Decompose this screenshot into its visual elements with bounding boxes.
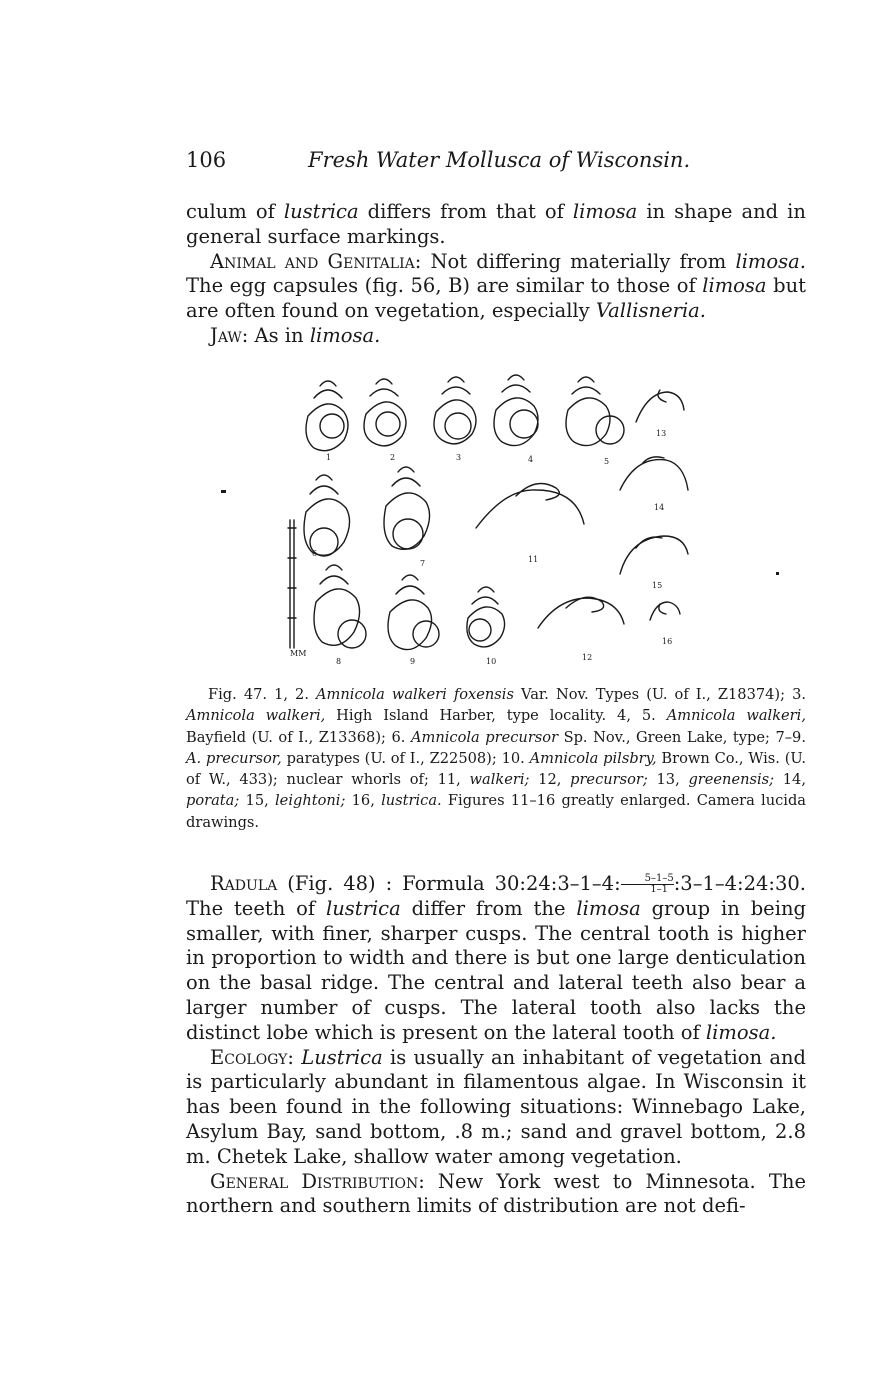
figure-label: 15 [652,581,663,590]
paragraph-ecology: Ecology: Lustrica is usually an inhabitant of vegetation and is particularly abundant in filamentous algae. In Wisconsin it has been found in the following situations: Winnebago Lake, Asylum Bay, sand bottom, .8 m.; sand and gravel bottom, 2.8 m. Chetek Lake, shallow water among vegetation. [186,1045,806,1168]
figure-label: 10 [486,657,497,666]
paragraph-jaw: Jaw: As in limosa. [210,323,381,347]
shell-drawing-6 [304,475,350,556]
figure-label: 13 [656,429,667,438]
scale-label: MM [290,649,307,658]
page-number: 106 [186,148,227,172]
nuclear-whorl-13 [636,390,684,422]
figure-label: 16 [662,637,673,646]
nuclear-whorl-15 [620,536,688,574]
section-heading-animal: Animal and Genitalia [210,249,415,273]
figure-label: 4 [528,455,534,464]
section-heading-radula: Radula [210,872,278,895]
paragraph-radula: Radula (Fig. 48) : Formula 30:24:3–1–4: $\frac{5-1-5}{1-1}$ :3–1–4:24:30. The teeth of lustrica differ from the limosa group in being smaller, with finer, sharper cusps. The central tooth is higher in proportion to width and there is but one large denticulation on the basal ridge. The central and lateral teeth also bear a larger number of cusps. The lateral tooth also lacks the distinct lobe which is present on the lateral tooth of limosa. [186,872,806,1044]
section-heading-ecology: Ecology [210,1045,288,1069]
shell-drawing-4 [494,375,538,446]
shell-drawing-5 [566,377,624,446]
figure-label: 9 [410,657,416,666]
nuclear-whorl-16 [650,602,680,620]
shell-drawing-9 [388,575,439,650]
radula-fraction: $\frac{5-1-5}{1-1}$ [621,874,674,895]
paragraph-general-distribution: General Distribution: New York west to Minnesota. The northern and southern limits of distribution are not defi- [186,1169,806,1218]
paragraph-operculum: culum of lustrica differs from that of limosa in shape and in general surface markings. [186,200,806,248]
nuclear-whorl-14 [620,457,688,490]
page-header [186,148,806,176]
print-speck [221,490,226,493]
figure-label: 3 [456,453,462,462]
figure-number: Fig. 47. [208,686,268,703]
running-title: Fresh Water Mollusca of Wisconsin. [308,148,691,172]
figure-label: 12 [582,653,593,662]
bottom-text-block [186,872,806,1219]
shell-illustrations [280,368,700,668]
figure-label: 1 [326,453,332,462]
section-heading-jaw: Jaw [210,323,242,347]
shell-drawing-10 [467,587,505,647]
figure-label: 11 [528,555,539,564]
shell-drawing-1 [306,381,348,451]
shell-drawing-8 [314,565,366,648]
top-text-block [186,200,806,349]
shell-drawing-7 [384,467,430,549]
figure-47-shell-drawings [280,368,700,668]
figure-label: 7 [420,559,426,568]
figure-label: 2 [390,453,396,462]
section-heading-distribution: General Distribution [210,1169,419,1193]
figure-label: 14 [654,503,665,512]
figure-label: 8 [336,657,342,666]
scale-bar [288,520,296,648]
print-speck [776,572,779,575]
shell-drawing-3 [434,377,476,444]
nuclear-whorl-11 [476,484,584,529]
figure-label: 5 [604,457,610,466]
paragraph-animal-genitalia: Animal and Genitalia: Not differing materially from limosa. The egg capsules (fig. 56, B) are similar to those of limosa but are often found on vegetation, especially Vallisneria. [186,249,806,323]
shell-drawing-2 [364,379,406,446]
figure-caption: Fig. 47. 1, 2. Amnicola walkeri foxensis Var. Nov. Types (U. of I., Z18374); 3. Amnicola walkeri, High Island Harber, type locality. 4, 5. Amnicola walkeri, Bayfield (U. of I., Z13368); 6. Amnicola precursor Sp. Nov., Green Lake, type; 7–9. A. precursor, paratypes (U. of I., Z22508); 10. Amnicola pilsbry, Brown Co., Wis. (U. of W., 433); nuclear whorls of; 11, walkeri; 12, precursor; 13, greenensis; 14, porata; 15, leightoni; 16, lustrica. Figures 11–16 greatly enlarged. Camera lucida drawings. [186,686,807,831]
nuclear-whorl-12 [538,597,624,628]
figure-label: 6 [312,549,318,558]
